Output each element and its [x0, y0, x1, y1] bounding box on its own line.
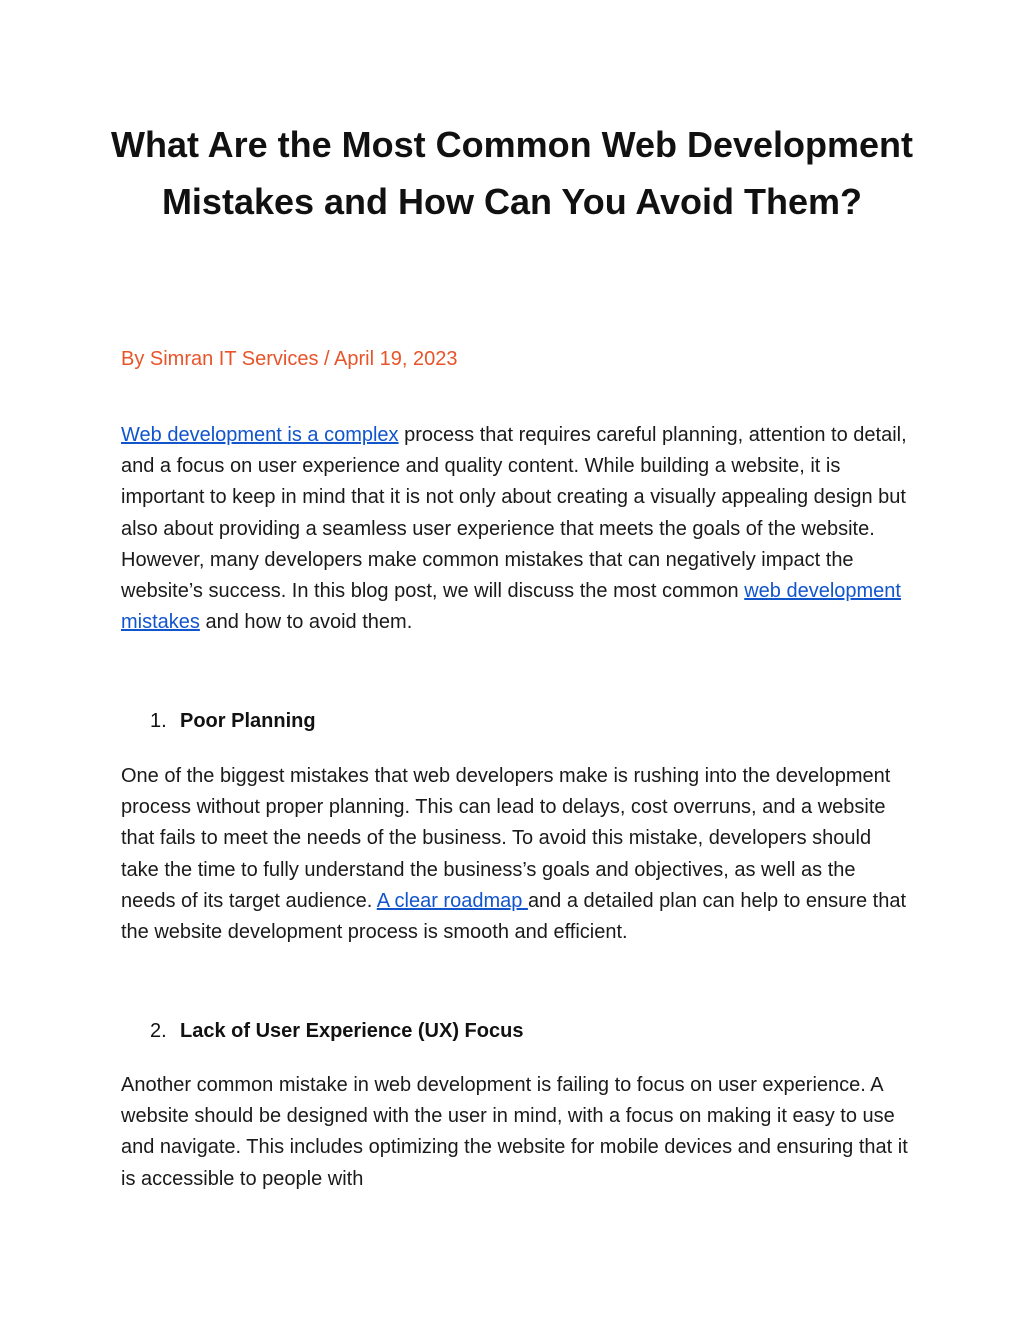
- poor-planning-paragraph: [121, 761, 911, 948]
- ux-focus-text-1: Another common mistake in web development is failing to focus on user experience. A website should be designed with the user in mind, with a focus on making it easy to use and navigate. This includes optimizing the website for mobile devices and ensuring that it is accessible to people with: [121, 1074, 908, 1190]
- clear-roadmap-link[interactable]: A clear roadmap: [376, 889, 528, 912]
- section-heading-label: Poor Planning: [180, 710, 316, 732]
- poor-planning-text-2: and a detailed plan can help to ensure that the website development process is smooth and efficient.: [121, 889, 907, 944]
- web-development-complex-link[interactable]: Web development is a complex: [121, 424, 399, 446]
- web-development-mistakes-link[interactable]: web development mistakes: [121, 580, 901, 634]
- article-title: What Are the Most Common Web Development Mistakes and How Can You Avoid Them?: [110, 124, 914, 222]
- section-heading-label: Lack of User Experience (UX) Focus: [180, 1020, 524, 1042]
- section-number: 2.: [150, 1020, 167, 1042]
- intro-text-1: process that requires careful planning, attention to detail, and a focus on user experience and quality content. While building a website, it is important to keep in mind that it is not only about creating a visually appealing design but also about providing a seamless user experience that meets the goals of the website. However, many developers make common mistakes that can negatively impact the website’s success. In this blog post, we will discuss the most common: [121, 424, 907, 603]
- poor-planning-text-1: One of the biggest mistakes that web developers make is rushing into the development process without proper planning. This can lead to delays, cost overruns, and a website that fails to meet the needs of the business. To avoid this mistake, developers should take the time to fully understand the business’s goals and objectives, as well as the needs of its target audience.: [121, 765, 891, 912]
- ux-focus-paragraph: [121, 1070, 911, 1195]
- intro-text-2: and how to avoid them.: [199, 611, 413, 634]
- section-number: 1.: [150, 710, 167, 732]
- section-heading-ux-focus: [150, 1017, 523, 1045]
- intro-paragraph: [121, 420, 911, 638]
- section-heading-poor-planning: [150, 707, 316, 735]
- article-byline: By Simran IT Services / April 19, 2023: [121, 348, 458, 370]
